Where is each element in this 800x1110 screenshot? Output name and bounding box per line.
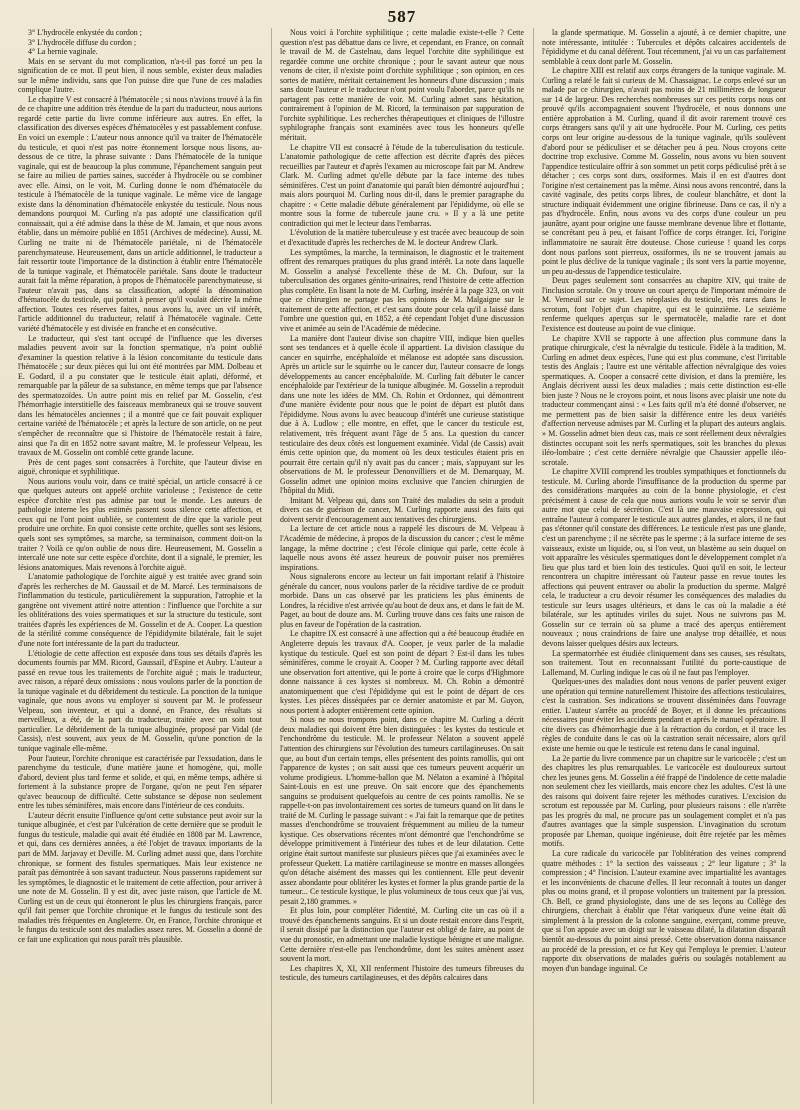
- paragraph: Deux pages seulement sont consacrées au chapitre XIV, qui traite de l'inclusion scrotale. On y trouve un court aperçu de l'important mémoire de M. Verneuil sur ce sujet. Les néoplasies du testicule, très rares dans le scrotum, font l'objet d'un chapitre, qui est le quinzième. Le seizième renferme quelques aperçus sur le spermatocèle, maladie rare et dont l'existence est douteuse au point de vue clinique.: [542, 276, 786, 333]
- paragraph: Les symptômes, la marche, la terminaison, le diagnostic et le traitement offrent des remarques pratiques du plus grand intérêt. La note dans laquelle M. Gosselin a analysé l'excellente thèse de M. Ch. Dufour, sur la tuberculisation des organes génito-urinaires, rend l'histoire de cette affection plus complète. En lisant la note de M. Curling, insérée à la page 323, on voit que ce chirurgien ne partage pas les opinions de M. Malgaigne sur le traitement de cette affection, et c'est sans doute pour cela qu'il a laissé dans l'ombre une question qui, en 1852, a été cependant l'objet d'une discussion vive et animée au sein de l'Académie de médecine.: [280, 247, 524, 333]
- paragraph: La lecture de cet article nous a rappelé les discours de M. Velpeau à l'Académie de médecine, à propos de la discussion du cancer ; c'est le même langage, la même doctrine ; c'est l'école clinique qui parle, cette école à laquelle nous avons été assez heureux de pouvoir puiser nos premières inspirations.: [280, 524, 524, 572]
- text-column-1: [18, 28, 262, 1104]
- paragraph: Le chapitre XIII est relatif aux corps étrangers de la tunique vaginale. M. Curling a relaté le fait si curieux de M. Chassaignac. Le corps enlevé sur un malade par ce chirurgien, n'avait pas moins de 21 millimètres de longueur sur 14 de largeur. Des recherches nombreuses sur ces petits corps nous ont prouvé qu'ils accompagnaient souvent l'hydrocèle, et nous donnons une entière approbation à M. Curling, quand il dit avoir rarement trouvé ces corps étrangers sans qu'il y ait une hydrocèle. Pour M. Curling, ces petits corps ont leur origine au-dessous de la tunique vaginale, qu'ils soulèvent d'abord pour se pédiculiser et se détacher peu à peu. Nous croyons cette doctrine trop exclusive. Comme M. Gosselin, nous avons vu bien souvent l'appendice testiculaire offrir à son sommet un petit corps pédiculisé prêt à se détacher ; ces corps sont durs, ossiformes. Mais il en est d'autres dont l'origine n'est certainement pas la même. Ainsi nous avons rencontré, dans la cavité vaginale, des petits corps libres, de couleur blanchâtre, et dont la structure indiquait évidemment une origine fibrineuse. Dans ce cas, il n'y a pas d'hydrocèle. Enfin, nous avons vu des corps d'une couleur un peu jaunâtre, ayant pour origine une fausse membrane devenue libre et flottante, se concrétant peu à peu, et faisant l'office de corps étranger. Ici, l'origine inflammatoire ne saurait être douteuse. Chose curieuse ! quand les corps dont nous parlons sont pierreux, ossiformes, ils ne se trouvent jamais au point le plus déclive de la tunique vaginale ; ils sont vers la partie moyenne, un peu au-dessus de l'appendice testiculaire.: [542, 66, 786, 276]
- paragraph: Mais en se servant du mot complication, n'a-t-il pas forcé un peu la signification de ce mot. Il peut bien, il nous semble, exister deux maladies sur le même individu, sans que l'on puisse dire que l'une de ces maladies complique l'autre.: [18, 56, 262, 95]
- paragraph: La manière dont l'auteur divise son chapitre VIII, indique bien quelles sont ses tendances et à quelle école il appartient. La division classique du cancer en squirrhe, encéphaloïde et mélanose est adoptée sans discussion. Après un article sur le squirrhe ou le cancer dur, l'auteur consacre de longs développements au cancer encéphaloïde. M. Curling fait débuter le cancer encéphaloïde par l'extérieur de la tunique albuginée. M. Gosselin a reproduit dans une note les idées de MM. Ch. Robin et Ordonnez, qui démontrent d'une manière évidente pour nous que le point de départ est plutôt dans l'épididyme. Nous avons lu avec beaucoup d'intérêt une curieuse statistique due à A. Ludlow ; elle montre, en effet, que le cancer du testicule est, relativement, très fréquent avant l'âge de 5 ans. La question du cancer testiculaire des deux côtés est longuement examinée. Vidal (de Cassis) avait émis cette opinion que, du moment où les deux testicules étaient pris en pourrait être certain qu'il n'y avait pas du cancer ; mais, s'appuyant sur les observations de M. le professeur Denonvilliers et de M. Demarquay, M. Gosselin admet une opinion moins exclusive que l'ancien chirurgien de l'hôpital du Midi.: [280, 333, 524, 496]
- paragraph: 3° L'hydrocèle enkystée du cordon ;: [28, 28, 142, 37]
- paragraph: 4° La hernie vaginale.: [28, 47, 98, 57]
- paragraph: Le chapitre XVII se rapporte à une affection plus commune dans la pratique chirurgicale, c'est la névralgie du testicule. Fidèle à la tradition, M. Curling en admet deux espèces, l'une qui est plus commune, c'est l'irritable testis des Anglais ; l'autre est une véritable affection névralgique des voies spermatiques. A. Cooper a consacré cette division, et dans la première, les Anglais décrivent aussi les deux maladies ; mais cette distinction est-elle bien juste ? Nous ne le croyons point, et nous lisons avec plaisir une note du traducteur commençant ainsi : « Les faits qu'il m'a été donné d'observer, ne me permettent pas de bien saisir la différence entre les deux variétés d'affection nerveuse admises par M. Curling et la plupart des auteurs anglais. » M. Gosselin admet bien deux cas, mais ce sont réellement deux névralgies distinctes occupant soit les nerfs spermatiques, soit les branches du plexus iléo-lombaire ; c'est cette dernière névralgie que Chaussier appelle iléo-scrotale.: [542, 333, 786, 467]
- paragraph: L'étiologie de cette affection est exposée dans tous ses détails d'après les documents fournis par MM. Ricord, Gaussail, d'Espine et Aubry. L'auteur a passé en revue tous les traitements de l'orchite aiguë ; mais le traducteur, avec raison, a réparé deux omissions : nous voulons parler de la ponction de la tunique vaginale et du débridement du testicule. La ponction de la tunique vaginale, que nous avons vu employer si souvent par M. le professeur Velpeau, son inventeur, et qui a donné, en France, des résultats si merveilleux, a été, de la part du traducteur, traitée avec un soin tout particulier. Le débridement de la tunique albuginée, proposé par Vidal (de Cassis), n'est souvent, aux yeux de M. Gosselin, qu'une ponction de la tunique vaginale elle-même.: [18, 648, 262, 754]
- paragraph: Le traducteur, qui s'est tant occupé de l'influence que les diverses maladies peuvent avoir sur la fonction spermatique, n'a point oublié d'examiner la question relative à la lésion concomitante du testicule dans l'hématocèle ; sur deux pièces qui lui ont été montrées par MM. Dolbeau et E. Godard, il a pu constater que le testicule était aplati, déformé, et remarquable par la pâleur de sa substance, en même temps que par l'absence des spermatozoïdes. Un autre point mis en relief par M. Gosselin, c'est l'hémorrhagie interstitielle des faisceaux membraneux qui se trouve souvent dans les hématocèles anciennes ; il a montré que ce fait pouvait expliquer certaine variété de l'hématocèle ; et après la lecture de son article, on ne peut s'empêcher de reconnaître que si l'histoire de l'hématocèle restait à faire, ainsi que l'a dit en 1852 notre savant maître, M. le professeur Velpeau, les travaux de M. Gosselin ont comblé cette grande lacune.: [18, 333, 262, 458]
- paragraph: 3° L'hydrocèle diffuse du cordon ;: [28, 37, 137, 47]
- paragraph: Pour l'auteur, l'orchite chronique est caractérisée par l'exsudation, dans le parenchyme du testicule, d'une matière jaune et homogène, qui, molle d'abord, devient plus tard ferme et solide, et qui, en même temps, adhère si fortement à la substance propre de l'organe, qu'on ne peut l'en séparer qu'avec beaucoup de difficulté. Cette substance se dépose non seulement entre les tubes séminifères, mais encore dans l'intérieur de ces conduits.: [18, 753, 262, 811]
- paragraph: La spermatorrhée est étudiée cliniquement dans ses causes, ses résultats, son traitement. Tout en reconnaissant l'utilité du porte-caustique de Lallemand, M. Curling indique le cas où il ne faut pas l'employer.: [542, 648, 786, 677]
- paragraph: Nous voici à l'orchite syphilitique ; cette maladie existe-t-elle ? Cette question n'est pas débattue dans ce livre, et cependant, en France, on connaît le travail de M. de Castelnau, dans lequel l'orchite dite syphilitique est regardée comme une orchite chronique ; pour le savant auteur que nous venons de citer, il n'existe point d'orchite syphilitique ; son opinion, en ces sortes de matière, méritait certainement les honneurs d'une discussion ; mais sans doute l'auteur et le traducteur n'ont point voulu l'aborder, parce qu'ils ne partagent pas cette manière de voir. M. Curling admet sans hésitation, contrairement à l'opinion de M. Ricord, la terminaison par suppuration de l'orchite syphilitique. Les recherches thérapeutiques et cliniques de l'illustre syphilographe français sont examinées avec tous les honneurs qu'elle méritait.: [280, 28, 524, 143]
- paragraph: Si nous ne nous trompons point, dans ce chapitre M. Curling a décrit deux maladies qui doivent être bien distinguées : les kystes du testicule et l'enchondrôme du testicule. M. le professeur Nélaton a souvent appelé l'attention des chirurgiens sur l'évolution des tumeurs cartilagineuses. On sait que, au bout d'un certain temps, elles présentent des points ramollis, qui ont l'apparence de kystes ; on sait aussi que ces tumeurs peuvent acquérir un volume prodigieux. L'homme-ballon que M. Nélaton a examiné à l'hôpital Saint-Louis en est une preuve. On sait encore que des épanchements sanguins se produisent quelquefois au centre de ces points ramollis. Ne se rappelle-t-on pas involontairement ces sortes de tumeurs quand on lit dans le traité de M. Curling le passage suivant : « J'ai fait la remarque que de petites masses d'enchondrôme se trouvaient fréquemment au milieu de la tumeur kystique. Ces observations récentes m'ont démontré que l'enchondrôme se développe primitivement à l'intérieur des tubes et de leur dilatation. Cette origine était surtout manifeste sur plusieurs pièces que j'ai examinées avec le professeur Quekett. La matière cartilagineuse se montre en masses allongées qu'on détache aisément des masses qui les contiennent. Elle peut devenir assez abondante pour oblitérer les kystes et former la plus grande partie de la tumeur... Ce testicule kystique, le plus volumineux de tous ceux que j'ai vus, pesait 2,180 grammes. »: [280, 715, 524, 906]
- paragraph: Les chapitres X, XI, XII renferment l'histoire des tumeurs fibreuses du testicule, des tumeurs cartilagineuses, et des dépôts calcaires dans: [280, 963, 524, 983]
- paragraph: Et plus loin, pour compléter l'identité, M. Curling cite un cas où il a trouvé des épanchements sanguins. Et si un doute restait encore dans l'esprit, il serait dissipé par la distinction que l'auteur est obligé de faire, au point de vue du pronostic, en admettant une maladie kystique bénigne et une maligne. Cette dernière n'est-elle pas l'enchondrôme, dont les suites amènent assez souvent la mort.: [280, 906, 524, 964]
- paragraph: Le chapitre VII est consacré à l'étude de la tuberculisation du testicule. L'anatomie pathologique de cette affection est décrite d'après des pièces recueillies par l'auteur et d'après l'examen au microscope fait par M. Andrew Clark. M. Curling admet qu'elle débute par la face interne des tubes séminifères. C'est un point d'anatomie qui paraît bien démontré aujourd'hui ; mais alors pourquoi M. Curling nous dit-il, dans le premier paragraphe du chapitre : « Cette maladie débute généralement par l'épididyme, où elle se montre sous la forme de tubercule jaune cru. » Il y a là une petite contradiction qui met le lecteur dans l'embarras.: [280, 142, 524, 228]
- page-number: 587: [387, 7, 417, 26]
- paragraph: Le chapitre IX est consacré à une affection qui a été beaucoup étudiée en Angleterre depuis les travaux d'A. Cooper, je veux parler de la maladie kystique du testicule. Quel est son point de départ ? Est-il dans les tubes séminifères, comme le croyait A. Cooper ? M. Curling rapporte avec détail une observation fort attentive, qui le porte à croire que le corps d'Highmore donne naissance à ces kystes si nombreux. M. Ch. Robin a démontré anatomiquement que c'est l'épididyme qui est le point de départ de ces kystes. Les pièces disséquées par ce dernier anatomiste et par M. Guyon, nous portent à adopter entièrement cette opinion.: [280, 629, 524, 715]
- paragraph: La 2e partie du livre commence par un chapitre sur le varicocèle ; c'est un des chapitres les plus remarquables. Le varicocèle est douloureux surtout chez les jeunes gens. M. Gosselin a été frappé de l'indolence de cette maladie non seulement chez les vieillards, mais encore chez les adultes. C'est là une des raisons qui doivent faire rejeter les méthodes curatives. L'excision du scrotum est repoussée par M. Curling, pour plusieurs raisons : elle n'arrête pas les progrès du mal, ne procure pas un soulagement complet et n'a pas d'autres avantages que la simple suspension. L'invagination du scrotum proposée par Lheman, quoique ingénieuse, doit être rejetée par les mêmes motifs.: [542, 753, 786, 849]
- paragraph: la glande spermatique. M. Gosselin a ajouté, à ce dernier chapitre, une note intéressante, intitulée : Tubercules et dépôts calcaires accidentels de l'épididyme et du canal déférent. Tout récemment, j'ai vu un cas parfaitement semblable à ceux dont parle M. Gosselin.: [542, 28, 786, 66]
- paragraph: Près de cent pages sont consacrées à l'orchite, que l'auteur divise en aiguë, chronique et syphilitique.: [18, 457, 262, 477]
- paragraph: Le chapitre V est consacré à l'hématocèle ; si nous n'avions trouvé à la fin de ce chapitre une addition très étendue de la part du traducteur, nous aurions regardé cette partie du livre comme inférieure aux autres. En effet, la classification des diverses espèces d'hématocèles y est passablement confuse. En voici un exemple : L'auteur nous annonce qu'il va traiter de l'hématocèle du testicule, et quoi n'est pas notre étonnement lorsque nous lisons, au-dessous de ce titre, la phrase suivante : Dans l'hématocèle de la tunique vaginale, qui est de beaucoup la plus commune, l'épanchement sanguin peut se faire au milieu de parties saines, succéder à l'hydrocèle ou se combiner avec elle. Ainsi, on le voit, M. Curling donne le nom d'hématocèle du testicule à l'hématocèle de la tunique vaginale. Le même vice de langage existe dans la dénomination d'hématocèle enkystée du testicule. Nous nous demandons pourquoi M. Curling n'a pas adopté une classification qu'il connaissait, qui a été admise dans la thèse de M. Jamain, et que nous avons établie, dans un mémoire publié en 1851 (Archives de médecine). Aussi, M. Curling ne traite ni de l'hématocèle pariétale, ni de l'hématocèle parenchymateuse. Heureusement, dans un article additionnel, le traducteur a fait ressortir toute l'importance de la distinction à établir entre l'hématocèle de la tunique vaginale, et l'hématocèle pariétale. Sans doute le traducteur aurait fait la même réparation, à propos de l'hématocèle parenchymateuse, si l'auteur n'avait pas, dans sa classification, adopté la dénomination d'hématocèle du testicule, qui portait à penser qu'il voulait décrire la même affection. Toutes ces réserves faites, nous avons lu, avec un vif intérêt, l'article additionnel du traducteur, relatif à l'hématocèle vaginale. Cette variété d'hématocèle y est divisée en franche et en consécutive.: [18, 94, 262, 333]
- paragraph: Le chapitre XVIII comprend les troubles sympathiques et fonctionnels du testicule. M. Curling aborde l'insuffisance de la production du sperme par des considérations marquées au coin de la bonne physiologie, et c'est précisément à cause de cela que nous aurions voulu le voir se servir d'un autre mot que celui de sécrétion. C'est là une mauvaise expression, qui entraîne l'auteur à comparer le testicule aux autres glandes, et alors, il ne faut pas s'étonner qu'il constate des différences. Le testicule n'est pas une glande, c'est un parenchyme ; il ne sécrète pas le sperme ; à la surface interne de ses vaisseaux, existe un liquide, ou, si l'on veut, un blastème au sein duquel on voit apparaître les vésicules spermatiques dont le développement complet n'a lieu que plus tard et bien loin des testicules. Quoi qu'il en soit, le lecteur rencontrera un chapitre intéressant où l'auteur passe en revue toutes les affections qui peuvent entraver ou abolir la production du sperme. Malgré cela, le traducteur a cru devoir résumer les conséquences des maladies du testicule sur leurs usages ultérieurs, et dans le cas où la maladie a été bilatérale, sur les aptitudes viriles du sujet. Nous ne suivrons pas M. Gosselin sur ce terrain où sa plume a tracé des aperçus entièrement nouveaux ; nous craindrions de faire une analyse trop détaillée, et nous devons laisser quelques désirs aux lecteurs.: [542, 467, 786, 648]
- paragraph: Nous aurions voulu voir, dans ce traité spécial, un article consacré à ce que quelques auteurs ont appelé orchite varioleuse ; l'existence de cette espèce d'orchite n'est pas admise par tout le monde. Les auteurs de pathologie interne les plus estimés passent sous silence cette affection, et ceux qui ne l'ont point oubliée, se contentent de dire que la variole peut produire une orchite. En quoi consiste cette orchite, quelles sont ses lésions, quels sont ses symptômes, sa marche, sa terminaison, comment doit-on la traiter ? Voilà ce qu'on oublie de nous dire. Heureusement, M. Gosselin a intercalé une note sur cette espèce d'orchite, dont il a signalé, le premier, les lésions anatomiques. Mais revenons à l'orchite aiguë.: [18, 476, 262, 572]
- paragraph: Quelques-unes des maladies dont nous venons de parler peuvent exiger une opération qui termine naturellement l'histoire des affections testiculaires, c'est la castration. Ses indications se trouvent disséminées dans l'ouvrage entier. L'auteur s'arrête au procédé de Boyer, et il donne les précautions nécessaires pour éviter les accidents pendant et après le manuel opératoire. Il cite divers cas d'hémorrhagie due à la rétraction du cordon, et il trace les règles de conduite dans le cas où la castration serait nécessaire, alors qu'il existe une hernie ou que le testicule est retenu dans le canal inguinal.: [542, 677, 786, 754]
- text-columns: [18, 28, 786, 1104]
- paragraph: La cure radicale du varicocèle par l'oblitération des veines comprend quatre méthodes : 1° la section des vaisseaux ; 2° leur ligature ; 3° la compression ; 4° l'incision. L'auteur examine avec impartialité les avantages et les inconvénients de chacune d'elles. Il leur reconnaît à toutes un danger plus ou moins grand, et il propose volontiers un traitement par la pression. Ch. Bell, ce grand physiologiste, dans une de ses leçons au Collège des chirurgiens, cherchait à établir que l'état variqueux d'une veine était dû simplement à la pression de la colonne sanguine, exerçant, comme preuve, que si l'on appuie avec un doigt sur le vaisseau dilaté, la dilatation disparaît bientôt au-dessous du point ainsi pressé. Cette observation donna naissance au procédé de la pression, et ce fut Key qui l'employa le premier. L'auteur rapporte dix observations de malades guéris ou soulagés notablement au moyen d'un bandage inguinal. Ce: [542, 849, 786, 973]
- paragraph: L'auteur décrit ensuite l'influence qu'ont cette substance peut avoir sur la tunique albuginée, et c'est par l'ulcération de cette dernière que se produit le fungus du testicule, maladie qui avait été étudiée en 1808 par M. Lawrence, et qui, dans ces dernières années, a été l'objet de travaux importants de la part de MM. Jarjavay et Deville. M. Curling admet aussi que, dans l'orchite chronique, se forment des fistules spermatiques. Mais leur existence ne paraît pas démontrée à son savant traducteur. Nous passerons rapidement sur les symptômes, le diagnostic et le traitement de cette affection, pour arriver à une note de M. Gosselin. Il y est dit, avec juste raison, que l'article de M. Curling est un de ceux qui étonneront le plus les chirurgiens français, parce qu'il fait penser que l'orchite chronique et le fungus du testicule sont des maladies très fréquentes en Angleterre. Or, en France, l'orchite chronique et le fungus du testicule sont des maladies assez rares. M. Gosselin a donné de ce fait une explication qui nous paraît très plausible.: [18, 810, 262, 944]
- text-column-2: [271, 28, 524, 1104]
- text-column-3: [533, 28, 786, 1104]
- paragraph: L'anatomie pathologique de l'orchite aiguë y est traitée avec grand soin d'après les recherches de M. Gaussail et de M. Marcé. Les terminaisons de l'inflammation du testicule, particulièrement la suppuration, l'atrophie et la gangrène ont vivement attiré notre attention : l'influence que l'orchite a sur les oblitérations des voies spermatiques et sur la structure du testicule, sont traitées d'après les expériences de M. Gosselin et de A. Cooper. La question de la stérilité comme conséquence de l'épididymite bilatérale, fait le sujet d'une note fort intéressante de la part du traducteur.: [18, 572, 262, 648]
- paragraph: L'évolution de la matière tuberculeuse y est tracée avec beaucoup de soin et d'exactitude d'après les recherches de M. le docteur Andrew Clark.: [280, 228, 524, 248]
- paragraph: Imitant M. Velpeau qui, dans son Traité des maladies du sein a produit divers cas de guérison de cancer, M. Curling rapporte aussi des faits qui doivent servir d'encouragement aux tentatives des chirurgiens.: [280, 495, 524, 524]
- paragraph: Nous signalerons encore au lecteur un fait important relatif à l'histoire générale du cancer, nous voulons parler de la récidive tardive de ce produit morbide. Dans un cas observé par les praticiens les plus éminents de Londres, la récidive n'est arrivée qu'au bout de deux ans, et dans le fait de M. Paget, au bout de douze ans. M. Curling trouve dans ces faits une raison de plus en faveur de l'opération de la castration.: [280, 572, 524, 629]
